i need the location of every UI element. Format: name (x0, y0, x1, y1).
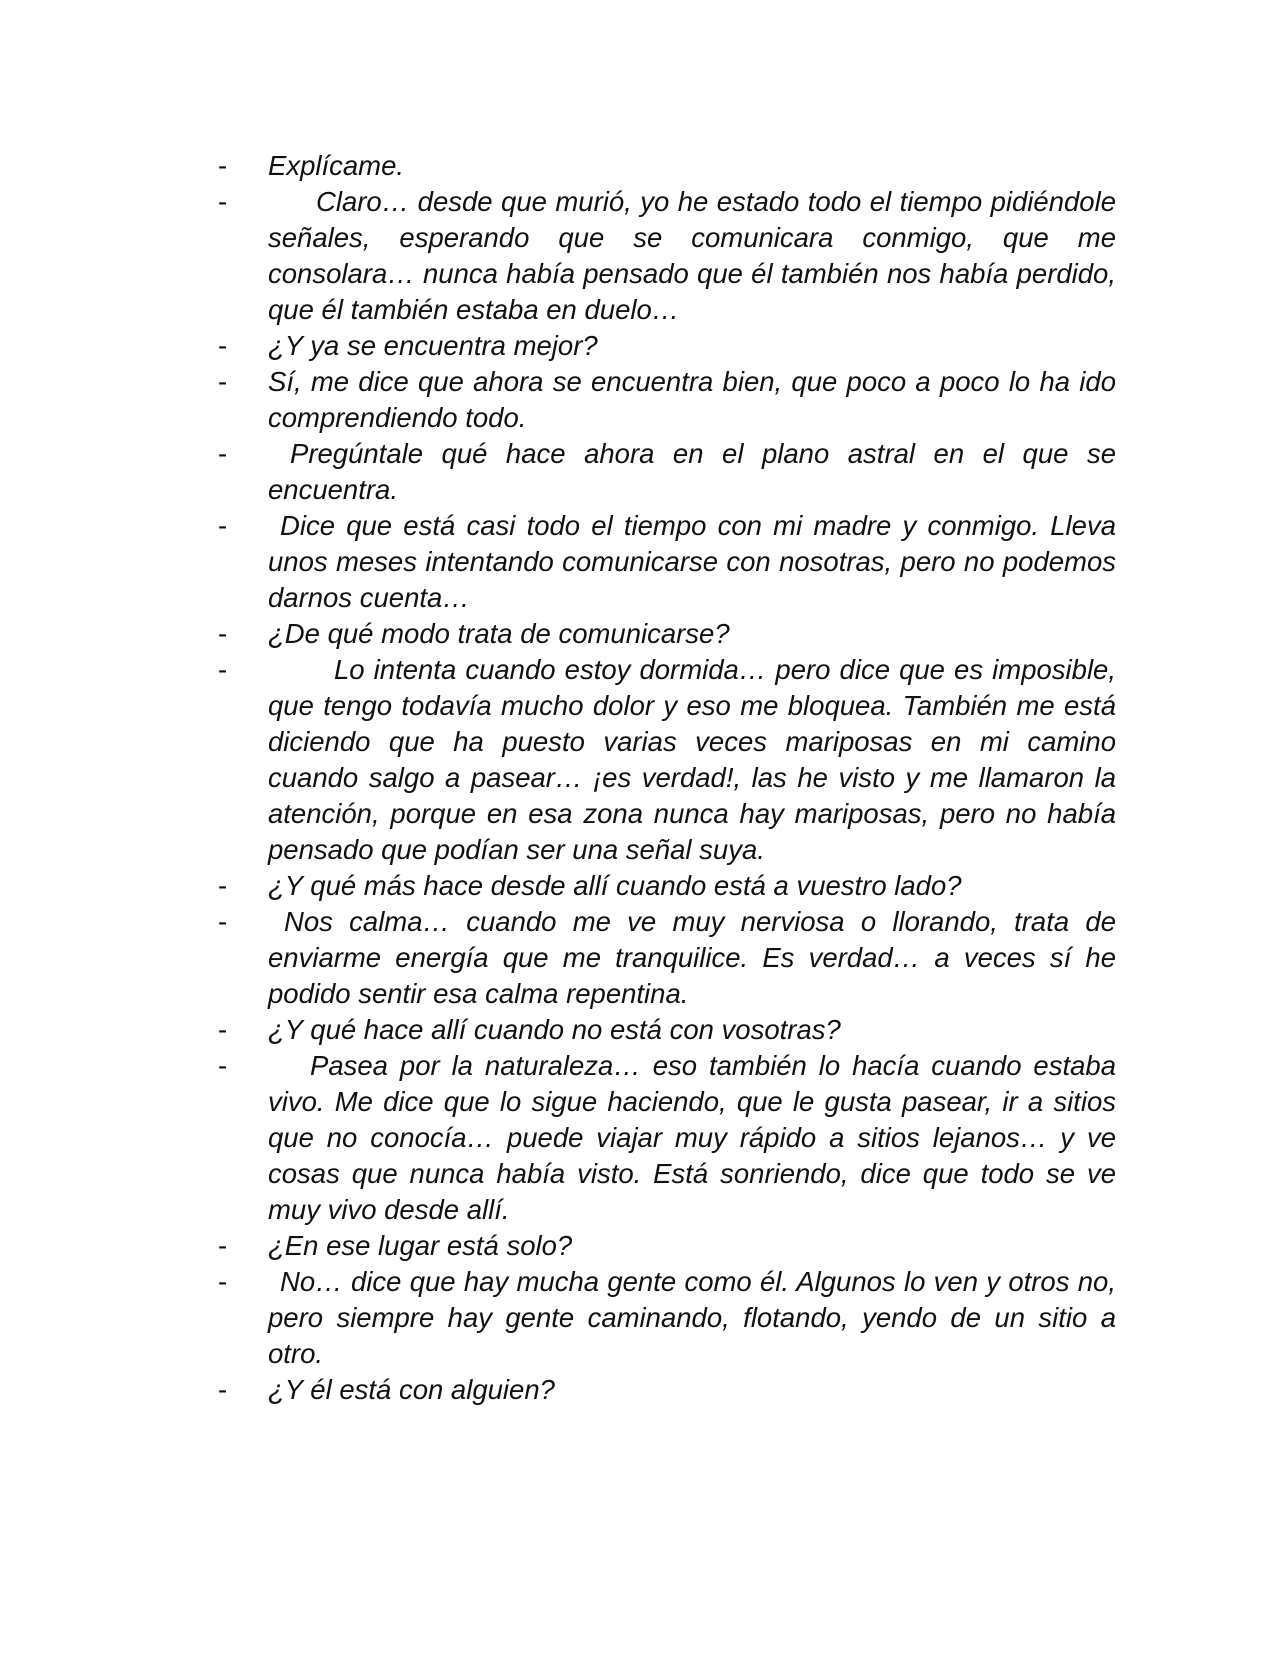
dash-marker: - (218, 1230, 228, 1261)
dialogue-line (218, 1048, 1116, 1228)
dialogue-text: ¿De qué modo trata de comunicarse? (268, 618, 730, 649)
dialogue-list (218, 148, 1116, 1408)
dialogue-text: ¿Y él está con alguien? (268, 1374, 555, 1405)
dialogue-text: No… dice que hay mucha gente como él. Algunos lo ven y otros no, pero siempre hay gente caminando, flotando, yendo de un sitio a otro. (268, 1266, 1116, 1369)
dialogue-line (218, 904, 1116, 1012)
dash-marker: - (218, 618, 228, 649)
dash-marker: - (218, 870, 228, 901)
dialogue-text: Nos calma… cuando me ve muy nerviosa o llorando, trata de enviarme energía que me tranquilice. Es verdad… a veces sí he podido sentir esa calma repentina. (268, 906, 1116, 1009)
dialogue-line (218, 1372, 1116, 1408)
dash-marker: - (218, 510, 228, 541)
dialogue-line (218, 616, 1116, 652)
dialogue-text: Lo intenta cuando estoy dormida… pero dice que es imposible, que tengo todavía mucho dolor y eso me bloquea. También me está diciendo que ha puesto varias veces mariposas en mi camino cuando salgo a pasear… ¡es verdad!, las he visto y me llamaron la atención, porque en esa zona nunca hay mariposas, pero no había pensado que podían ser una señal suya. (268, 654, 1116, 865)
dialogue-text: ¿Y qué hace allí cuando no está con vosotras? (268, 1014, 841, 1045)
dash-marker: - (218, 1374, 228, 1405)
dialogue-text: Explícame. (268, 150, 405, 181)
dialogue-text: ¿Y qué más hace desde allí cuando está a vuestro lado? (268, 870, 962, 901)
dialogue-text: Claro… desde que murió, yo he estado todo el tiempo pidiéndole señales, esperando que se comunicara conmigo, que me consolara… nunca había pensado que él también nos había perdido, que él también estaba en duelo… (268, 186, 1116, 325)
dialogue-line (218, 328, 1116, 364)
dash-marker: - (218, 330, 228, 361)
dash-marker: - (218, 438, 228, 469)
dash-marker: - (218, 366, 228, 397)
dialogue-line (218, 868, 1116, 904)
dash-marker: - (218, 1014, 228, 1045)
dialogue-text: ¿Y ya se encuentra mejor? (268, 330, 598, 361)
dialogue-line (218, 184, 1116, 328)
dialogue-line (218, 652, 1116, 868)
dialogue-line (218, 1012, 1116, 1048)
dialogue-line (218, 1228, 1116, 1264)
dash-marker: - (218, 1266, 228, 1297)
dialogue-text: Dice que está casi todo el tiempo con mi madre y conmigo. Lleva unos meses intentando comunicarse con nosotras, pero no podemos darnos cuenta… (268, 510, 1116, 613)
dash-marker: - (218, 186, 228, 217)
dialogue-line (218, 148, 1116, 184)
dialogue-line (218, 508, 1116, 616)
dialogue-line (218, 1264, 1116, 1372)
dialogue-line (218, 436, 1116, 508)
dash-marker: - (218, 1050, 228, 1081)
dialogue-text: ¿En ese lugar está solo? (268, 1230, 573, 1261)
dialogue-line (218, 364, 1116, 436)
dialogue-text: Pasea por la naturaleza… eso también lo hacía cuando estaba vivo. Me dice que lo sigue haciendo, que le gusta pasear, ir a sitios que no conocía… puede viajar muy rápido a sitios lejanos… y ve cosas que nunca había visto. Está sonriendo, dice que todo se ve muy vivo desde allí. (268, 1050, 1116, 1225)
dash-marker: - (218, 150, 228, 181)
dash-marker: - (218, 906, 228, 937)
dialogue-text: Sí, me dice que ahora se encuentra bien, que poco a poco lo ha ido comprendiendo todo. (268, 366, 1116, 433)
dialogue-text: Pregúntale qué hace ahora en el plano astral en el que se encuentra. (268, 438, 1116, 505)
dash-marker: - (218, 654, 228, 685)
